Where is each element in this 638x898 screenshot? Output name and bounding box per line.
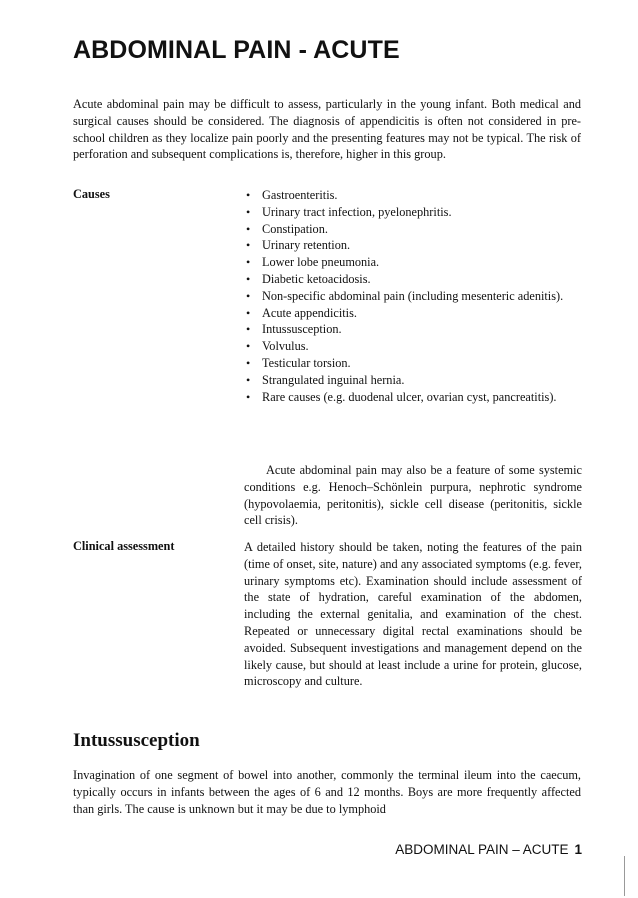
bullet-icon: • xyxy=(246,204,251,219)
list-item: • Constipation. xyxy=(246,221,328,236)
list-item: • Rare causes (e.g. duodenal ulcer, ovarian cyst, pancreatitis). xyxy=(246,389,557,404)
page-footer xyxy=(395,842,582,857)
clinical-assessment-label: Clinical assessment xyxy=(73,539,175,553)
bullet-icon: • xyxy=(246,339,251,354)
systemic-conditions-paragraph: Acute abdominal pain may also be a feature of some systemic conditions e.g. Henoch–Schönlein purpura, nephrotic syndrome (hypovolaemia, peritonitis), sickle cell disease (peritonitis, sickle cell crisis). xyxy=(244,463,582,528)
list-item: • Testicular torsion. xyxy=(246,355,351,370)
list-item: • Intussusception. xyxy=(246,322,342,337)
page-title: ABDOMINAL PAIN - ACUTE xyxy=(73,36,400,64)
bullet-icon: • xyxy=(246,271,251,286)
bullet-icon: • xyxy=(246,322,251,337)
page-number: 1 xyxy=(574,842,582,857)
list-item: • Acute appendicitis. xyxy=(246,305,357,320)
causes-list xyxy=(244,187,582,405)
causes-label: Causes xyxy=(73,187,110,201)
intussusception-heading: Intussusception xyxy=(73,730,200,751)
bullet-icon: • xyxy=(246,238,251,253)
list-item: • Gastroenteritis. xyxy=(246,188,338,202)
list-item: • Volvulus. xyxy=(246,339,309,354)
bullet-icon: • xyxy=(246,288,251,303)
list-item: • Urinary retention. xyxy=(246,238,351,253)
bullet-icon: • xyxy=(246,355,251,370)
list-item: • Urinary tract infection, pyelonephritis. xyxy=(246,204,452,219)
intro-paragraph: Acute abdominal pain may be difficult to assess, particularly in the young infant. Both medical and surgical causes should be considered. The diagnosis of appendicitis is often not considered in pre-school children as they localize pain poorly and the presenting features may not be typical. The risk of perforation and subsequent complications is, therefore, higher in this group. xyxy=(73,97,581,162)
margin-rule xyxy=(624,856,625,896)
clinical-assessment-paragraph: A detailed history should be taken, noting the features of the pain (time of onset, site, nature) and any associated symptoms (e.g. fever, urinary symptoms etc). Examination should include assessment of the state of hydration, careful examination of the abdomen, including the external genitalia, and examination of the chest. Repeated or unnecessary digital rectal examinations should be avoided. Subsequent investigations and management depend on the likely cause, but should at least include a urine for protein, glucose, microscopy and culture. xyxy=(244,540,582,689)
bullet-icon: • xyxy=(246,221,251,236)
list-item: • Diabetic ketoacidosis. xyxy=(246,271,371,286)
bullet-icon: • xyxy=(246,188,251,202)
list-item: • Non-specific abdominal pain (including mesenteric adenitis). xyxy=(246,288,564,303)
bullet-icon: • xyxy=(246,372,251,387)
bullet-icon: • xyxy=(246,305,251,320)
list-item: • Strangulated inguinal hernia. xyxy=(246,372,405,387)
intussusception-paragraph: Invagination of one segment of bowel into another, commonly the terminal ileum into the caecum, typically occurs in infants between the ages of 6 and 12 months. Boys are more frequently affected than girls. The cause is unknown but it may be due to lymphoid xyxy=(73,768,581,816)
bullet-icon: • xyxy=(246,255,251,270)
list-item: • Lower lobe pneumonia. xyxy=(246,255,380,270)
running-title: ABDOMINAL PAIN – ACUTE xyxy=(395,842,569,857)
bullet-icon: • xyxy=(246,389,251,404)
